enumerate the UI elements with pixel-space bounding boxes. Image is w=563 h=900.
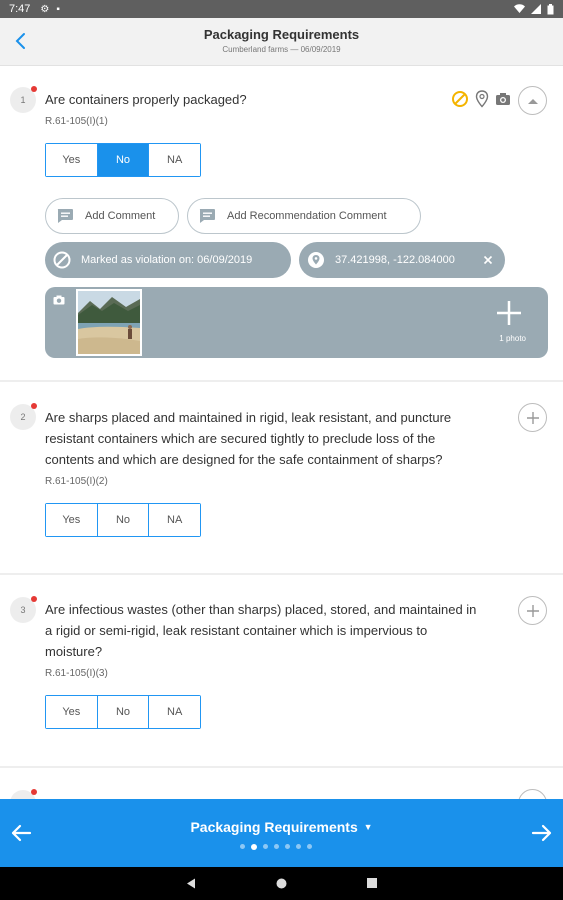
question-reference: R.61-105(I)(1)	[45, 116, 108, 127]
required-marker	[31, 789, 37, 795]
question-text: Are containers properly packaged?	[45, 92, 247, 107]
answer-yes-option[interactable]: Yes	[46, 504, 98, 536]
section-navigation-bar	[0, 799, 563, 867]
violation-icon[interactable]	[451, 90, 469, 108]
page-dot	[263, 844, 268, 849]
violation-text: Marked as violation on: 06/09/2019	[81, 254, 253, 266]
violation-chip	[45, 242, 291, 278]
plus-icon	[526, 604, 540, 618]
question-number: 1	[10, 87, 36, 113]
question-reference: R.61-105(I)(2)	[45, 476, 108, 487]
add-comment-button[interactable]	[45, 198, 179, 234]
system-back-icon[interactable]	[186, 878, 196, 889]
answer-yes-option[interactable]: Yes	[46, 696, 98, 728]
answer-na-option[interactable]: NA	[149, 144, 200, 176]
expand-question-button[interactable]	[518, 403, 547, 432]
answer-no-option[interactable]: No	[98, 504, 150, 536]
comment-icon	[56, 208, 74, 224]
system-home-icon[interactable]	[276, 878, 287, 889]
sd-card-status-icon: ▪	[56, 3, 60, 15]
beach-photo	[78, 291, 140, 354]
dropdown-arrow-icon: ▼	[363, 822, 373, 832]
page-subtitle: Cumberland farms — 06/09/2019	[222, 45, 341, 54]
question-number: 2	[10, 404, 36, 430]
section-selector[interactable]	[0, 819, 563, 835]
violation-icon	[53, 251, 71, 269]
page-indicator	[240, 844, 312, 850]
expand-question-button[interactable]	[518, 596, 547, 625]
question-text: Are infectious wastes (other than sharps) placed, stored, and maintained in a rigid or semi-rigid, leak resistant container which is impervious to moisture?	[45, 602, 477, 659]
next-section-arrow-icon[interactable]	[531, 822, 553, 844]
status-bar	[0, 0, 563, 18]
answer-no-option[interactable]: No	[98, 696, 150, 728]
required-marker	[31, 86, 37, 92]
location-pin-icon[interactable]	[475, 90, 489, 108]
comment-icon	[198, 208, 216, 224]
wifi-icon	[514, 4, 525, 14]
question-card-1	[0, 66, 563, 382]
answer-no-option[interactable]: No	[98, 144, 150, 176]
photo-count: 1 photo	[499, 334, 526, 343]
page-dot	[274, 844, 279, 849]
section-title: Packaging Requirements	[190, 819, 358, 835]
answer-selector	[45, 695, 201, 729]
camera-icon	[53, 295, 65, 305]
page-dot	[307, 844, 312, 849]
system-navigation-bar	[0, 867, 563, 900]
location-pin-icon	[307, 251, 325, 269]
answer-selector	[45, 503, 201, 537]
answer-na-option[interactable]: NA	[149, 696, 200, 728]
add-recommendation-comment-button[interactable]	[187, 198, 421, 234]
add-recommendation-label: Add Recommendation Comment	[227, 210, 387, 222]
photo-strip	[45, 287, 548, 358]
chevron-up-icon	[527, 97, 539, 105]
camera-icon[interactable]	[495, 92, 511, 106]
answer-na-option[interactable]: NA	[149, 504, 200, 536]
add-photo-icon[interactable]	[496, 300, 522, 326]
status-time: 7:47	[9, 3, 31, 15]
page-dot	[240, 844, 245, 849]
question-number: 3	[10, 597, 36, 623]
question-text: Are sharps placed and maintained in rigid, leak resistant, and puncture resistant containers which are secured tightly to preclude loss of the contents and which are designed for the safe containment of sharps?	[45, 410, 452, 467]
required-marker	[31, 596, 37, 602]
photo-thumbnail[interactable]	[76, 289, 142, 356]
answer-yes-option[interactable]: Yes	[46, 144, 98, 176]
location-chip	[299, 242, 505, 278]
page-dot	[296, 844, 301, 849]
battery-icon	[547, 4, 554, 15]
remove-location-icon[interactable]	[483, 255, 493, 265]
page-title: Packaging Requirements	[203, 27, 360, 42]
collapse-question-button[interactable]	[518, 86, 547, 115]
required-marker	[31, 403, 37, 409]
app-header	[0, 18, 563, 66]
question-card-3	[0, 576, 563, 768]
add-comment-label: Add Comment	[85, 210, 156, 222]
page-dot-current	[251, 844, 257, 850]
answer-selector	[45, 143, 201, 177]
location-text: 37.421998, -122.084000	[335, 254, 455, 266]
question-reference: R.61-105(I)(3)	[45, 668, 108, 679]
settings-status-icon: ⚙	[40, 3, 50, 15]
plus-icon	[526, 411, 540, 425]
page-dot	[285, 844, 290, 849]
system-recents-icon[interactable]	[367, 878, 377, 888]
signal-icon	[531, 4, 541, 14]
question-card-2	[0, 383, 563, 575]
